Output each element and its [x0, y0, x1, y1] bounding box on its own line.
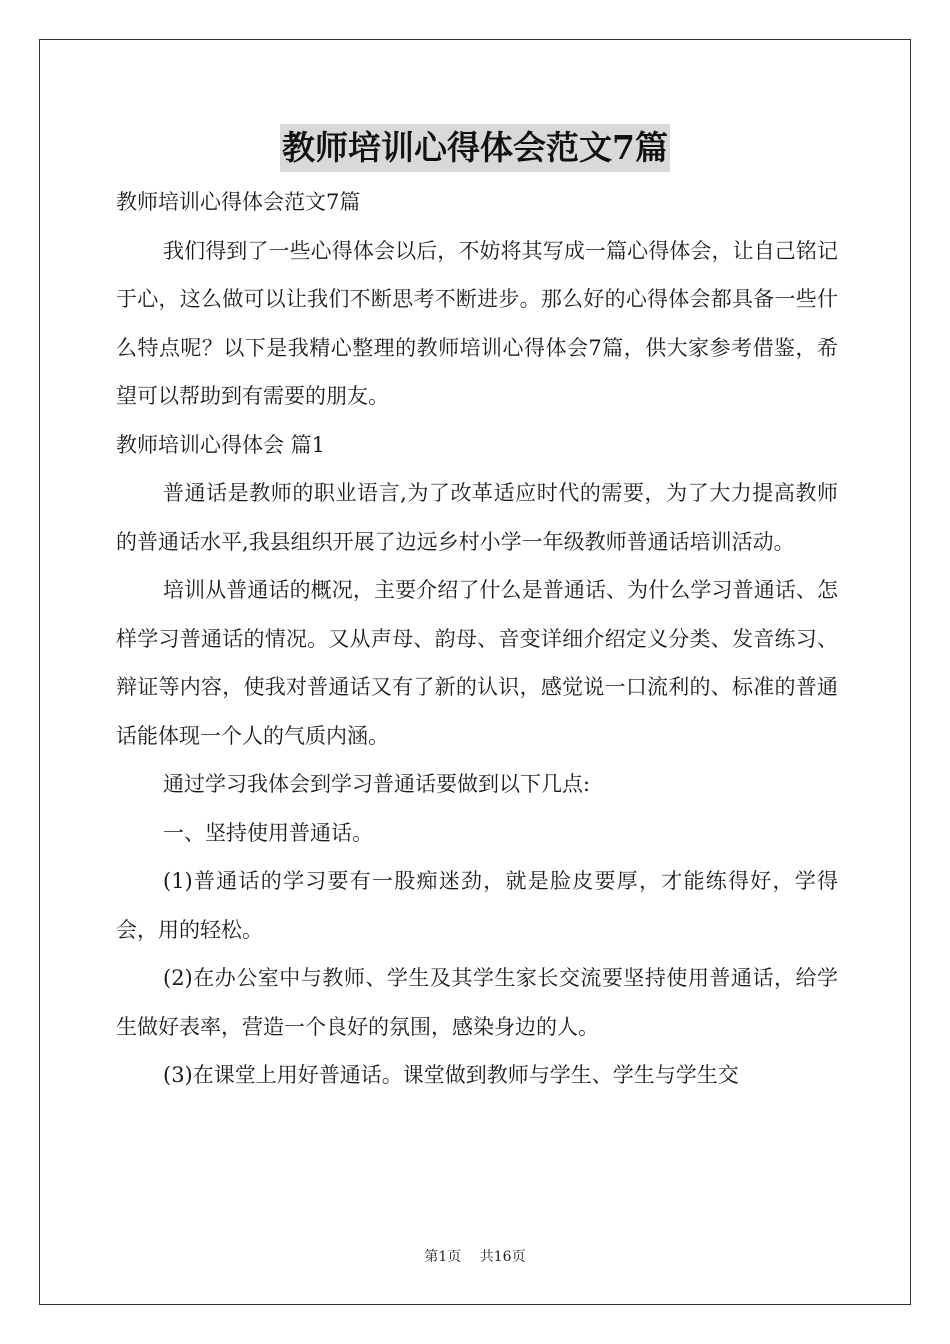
list-item: (3)在课堂上用好普通话。课堂做到教师与学生、学生与学生交 [163, 1063, 739, 1087]
body-paragraph: 培训从普通话的概况，主要介绍了什么是普通话、为什么学习普通话、怎样学习普通话的情况。又从声母、韵母、音变详细介绍定义分类、发音练习、辩证等内容，使我对普通话又有了新的认识，感觉说一口流利的、标准的普通话能体现一个人的气质内涵。 [116, 578, 838, 748]
page-footer [0, 1246, 950, 1266]
section-heading: 教师培训心得体会 篇1 [116, 432, 326, 457]
list-heading: 一、坚持使用普通话。 [163, 820, 373, 845]
list-item: (2)在办公室中与教师、学生及其学生家长交流要坚持使用普通话，给学生做好表率，营造一个良好的氛围，感染身边的人。 [116, 966, 838, 1039]
list-item: (1)普通话的学习要有一股痴迷劲，就是脸皮要厚，才能练得好，学得会，用的轻松。 [116, 869, 838, 942]
body-paragraph: 普通话是教师的职业语言,为了改革适应时代的需要，为了大力提高教师的普通话水平,我县组织开展了边远乡村小学一年级教师普通话培训活动。 [116, 481, 838, 554]
document-title [0, 124, 950, 172]
page-number: 第1页 [424, 1249, 462, 1265]
intro-paragraph: 我们得到了一些心得体会以后，不妨将其写成一篇心得体会，让自己铭记于心，这么做可以让我们不断思考不断进步。那么好的心得体会都具备一些什么特点呢？以下是我精心整理的教师培训心得体会7篇，供大家参考借鉴，希望可以帮助到有需要的朋友。 [116, 238, 838, 408]
document-title-text: 教师培训心得体会范文7篇 [280, 124, 670, 172]
page-total: 共16页 [479, 1249, 526, 1265]
document-body [116, 178, 838, 1100]
body-paragraph: 通过学习我体会到学习普通话要做到以下几点: [163, 772, 591, 796]
subtitle-line: 教师培训心得体会范文7篇 [116, 190, 361, 214]
